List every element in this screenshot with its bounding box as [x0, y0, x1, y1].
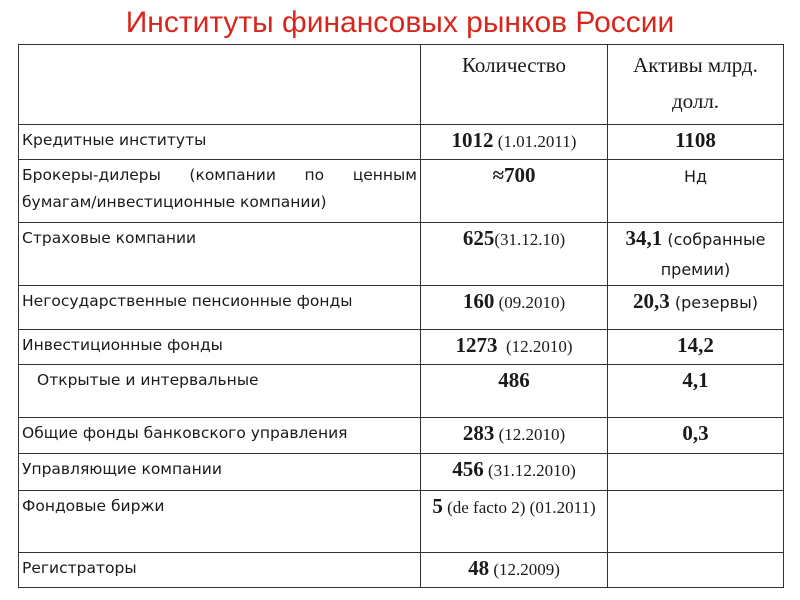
- count-note: (12.2010): [494, 425, 566, 444]
- table-row: [19, 160, 784, 223]
- count-value: 283: [462, 421, 495, 445]
- row-label: Открытые и интервальные: [19, 365, 421, 418]
- row-label: Управляющие компании: [19, 454, 421, 491]
- assets-value: 20,3: [633, 289, 670, 313]
- table-row: [19, 286, 784, 330]
- header-cell-count: Количество: [421, 45, 608, 125]
- count-value: 456: [452, 457, 484, 481]
- assets-value: 14,2: [677, 333, 714, 357]
- count-value: 1012: [451, 128, 494, 152]
- count-value: 48: [468, 556, 490, 580]
- row-label: Регистраторы: [19, 553, 421, 588]
- count-note: (09.2010): [494, 293, 566, 312]
- institutions-table: [18, 44, 784, 588]
- assets-value: 0,3: [682, 421, 709, 445]
- assets-value: 34,1: [625, 226, 663, 250]
- count-value: 1273: [455, 333, 498, 357]
- row-label: Инвестиционные фонды: [19, 330, 421, 365]
- count-value: 625: [462, 226, 495, 250]
- assets-value: 1108: [675, 128, 716, 152]
- assets-note: Нд: [683, 167, 708, 186]
- count-note: (12.2010): [497, 337, 573, 356]
- assets-note: (собранные премии): [660, 230, 766, 279]
- page-title: Институты финансовых рынков России: [125, 6, 675, 39]
- count-value: 5: [432, 494, 443, 518]
- row-label: Негосударственные пенсионные фонды: [19, 286, 421, 330]
- count-note: (de facto 2) (01.2011): [442, 498, 596, 517]
- table-row: [19, 454, 784, 491]
- count-note: (31.12.2010): [483, 461, 576, 480]
- count-note: (31.12.10): [494, 230, 566, 249]
- count-note: (12.2009): [489, 560, 560, 579]
- assets-value: 4,1: [682, 368, 709, 392]
- table-row: [19, 491, 784, 553]
- table-row: [19, 125, 784, 160]
- table-row: [19, 330, 784, 365]
- row-label: Фондовые биржи: [19, 491, 421, 553]
- table-row: [19, 553, 784, 588]
- count-value: ≈700: [492, 163, 536, 187]
- row-label: Кредитные институты: [19, 125, 421, 160]
- table-header-row: [19, 45, 784, 125]
- row-label: Страховые компании: [19, 223, 421, 286]
- table-row: [19, 223, 784, 286]
- count-value: 486: [498, 368, 530, 392]
- row-label: Общие фонды банковского управления: [19, 418, 421, 454]
- row-label: Брокеры-дилеры (компании по ценным бумагам/инвестиционные компании): [19, 160, 421, 223]
- assets-note: (резервы): [669, 293, 758, 312]
- header-cell-empty: [19, 45, 421, 125]
- count-value: 160: [462, 289, 495, 313]
- table-row: [19, 365, 784, 418]
- table-row: [19, 418, 784, 454]
- header-cell-assets: Активы млрд. долл.: [608, 45, 784, 125]
- count-note: (1.01.2011): [493, 132, 577, 151]
